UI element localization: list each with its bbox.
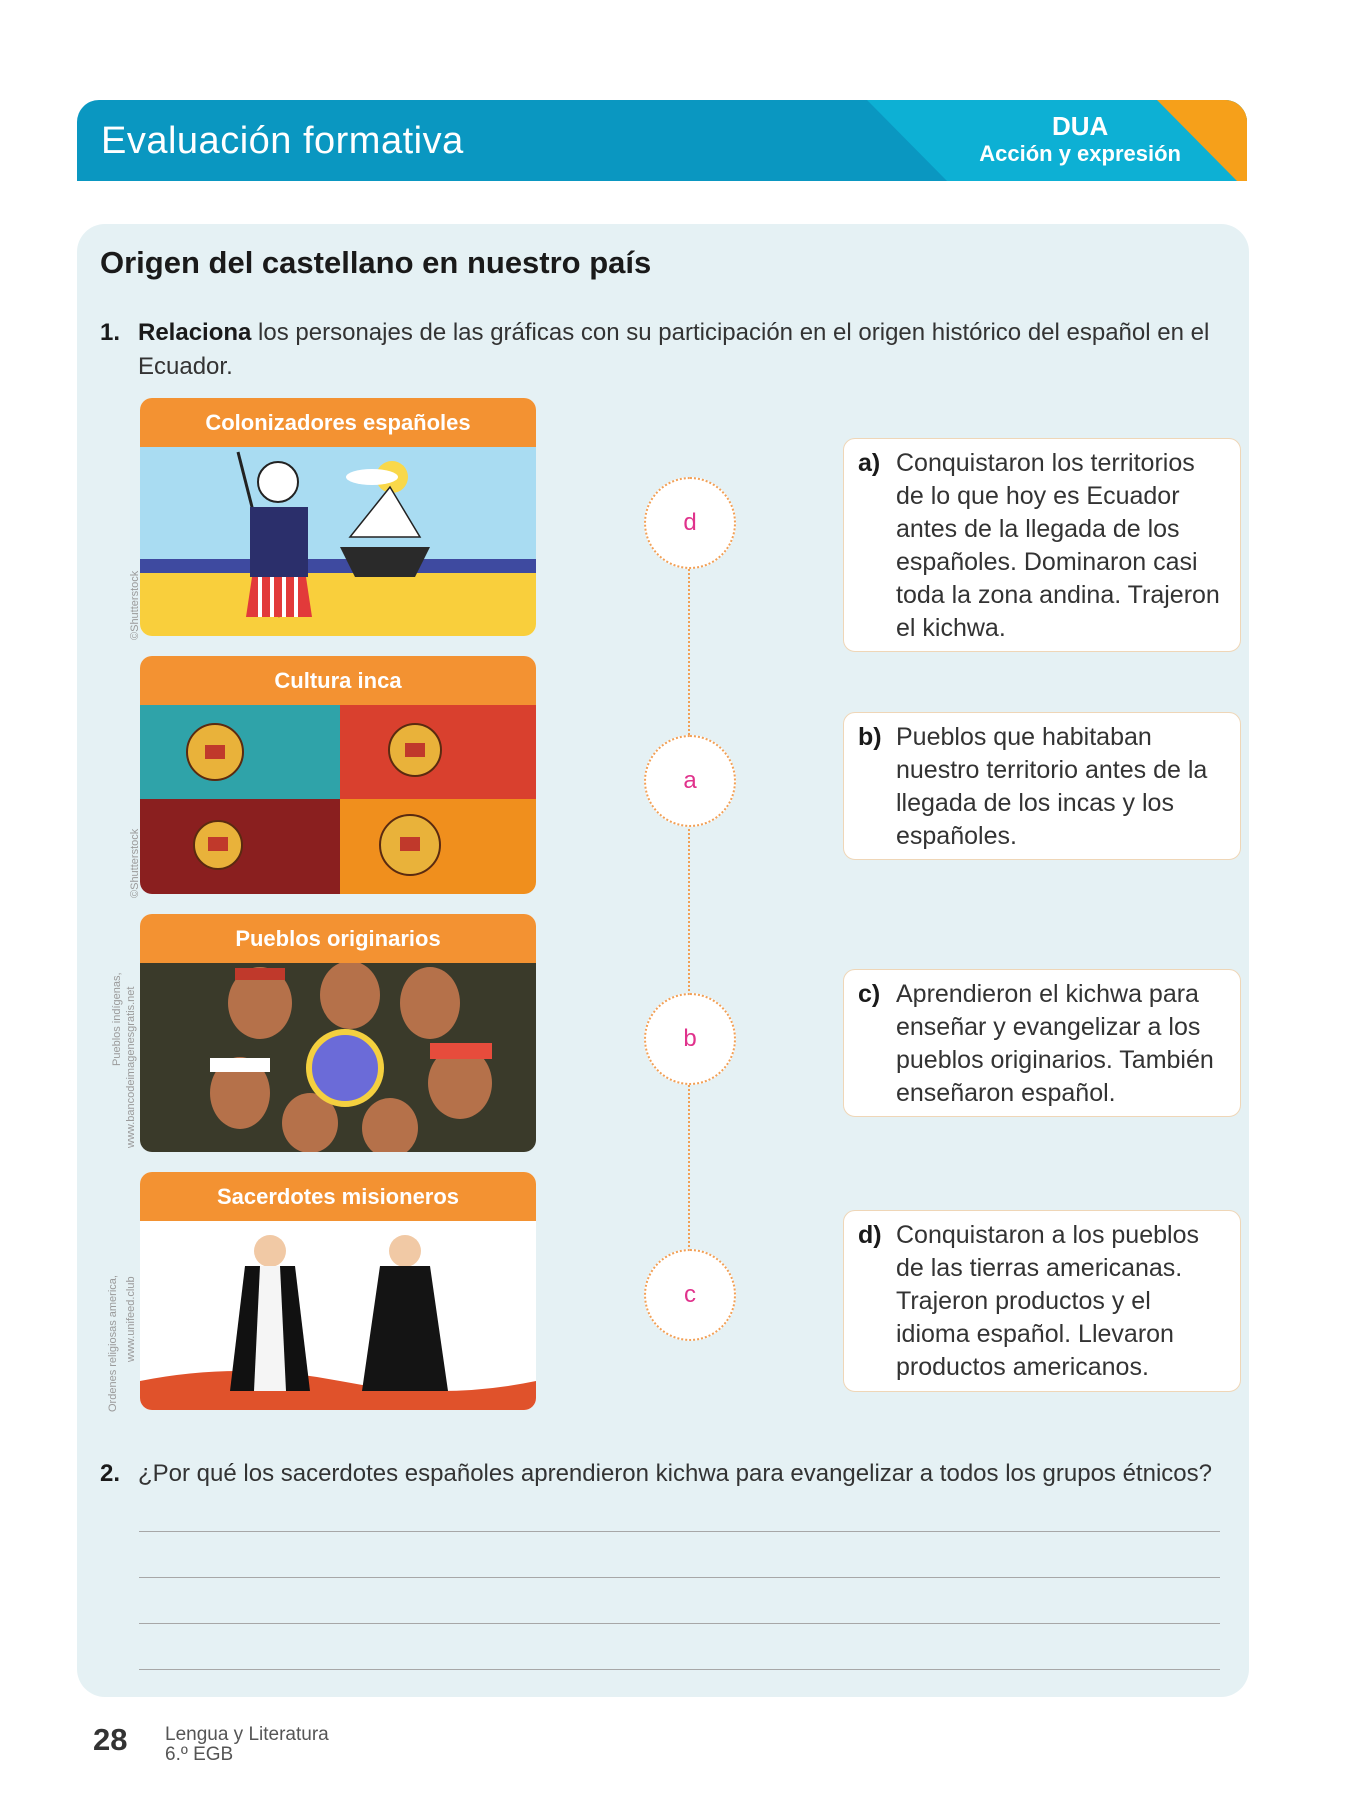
card-title: Sacerdotes misioneros — [140, 1172, 536, 1221]
answer-circle-2[interactable]: a — [644, 735, 736, 827]
card-sacerdotes-misioneros — [140, 1172, 536, 1410]
option-d — [843, 1210, 1241, 1392]
option-text: Conquistaron a los pueblos de las tierras americanas. Trajeron productos y el idioma español. Llevaron productos americanos. — [896, 1221, 1199, 1381]
option-text: Aprendieron el kichwa para enseñar y evangelizar a los pueblos originarios. También enseñaron español. — [896, 980, 1214, 1107]
grade-level: 6.º EGB — [165, 1744, 234, 1765]
question-2-number: 2. — [100, 1460, 121, 1487]
missionary-priests-illustration — [140, 1221, 536, 1410]
image-credit: ©Shutterstock — [129, 828, 141, 898]
answer-circle-4[interactable]: c — [644, 1249, 736, 1341]
option-text: Conquistaron los territorios de lo que hoy es Ecuador antes de la llegada de los españoles. Dominaron casi toda la zona andina. Trajeron el kichwa. — [896, 449, 1220, 642]
card-title: Cultura inca — [140, 656, 536, 705]
subject-name: Lengua y Literatura — [165, 1724, 329, 1745]
footer-subject — [165, 1725, 329, 1765]
indigenous-faces-illustration — [140, 963, 536, 1152]
conquistador-illustration — [140, 447, 536, 636]
option-letter: b) — [858, 723, 882, 751]
answer-line-3[interactable] — [139, 1623, 1220, 1624]
image-credit: Pueblos indígenas, — [111, 972, 123, 1066]
answer-line-2[interactable] — [139, 1577, 1220, 1578]
image-credit: ©Shutterstock — [129, 570, 141, 640]
page-heading: Evaluación formativa — [101, 120, 464, 162]
dua-sublabel: Acción y expresión — [979, 141, 1181, 166]
image-credit-url: www.bancodeimagenesgratis.net — [125, 986, 137, 1148]
header-banner — [77, 100, 1247, 181]
card-title: Pueblos originarios — [140, 914, 536, 963]
option-a — [843, 438, 1241, 652]
image-credit-url: www.unifeed.club — [125, 1276, 137, 1362]
option-letter: a) — [858, 449, 881, 477]
question-2-text: ¿Por qué los sacerdotes españoles aprendieron kichwa para evangelizar a todos los grupos étnicos? — [138, 1460, 1212, 1487]
question-1-text: los personajes de las gráficas con su participación en el origen histórico del español en el Ecuador. — [138, 319, 1210, 380]
option-letter: d) — [858, 1221, 882, 1249]
question-1-verb: Relaciona — [138, 319, 252, 346]
option-b — [843, 712, 1241, 860]
card-cultura-inca — [140, 656, 536, 894]
option-c — [843, 969, 1241, 1117]
dua-badge — [979, 112, 1181, 168]
section-title: Origen del castellano en nuestro país — [100, 245, 652, 280]
answer-circle-3[interactable]: b — [644, 993, 736, 1085]
dua-label: DUA — [1051, 111, 1109, 141]
answer-line-1[interactable] — [139, 1531, 1220, 1532]
card-pueblos-originarios — [140, 914, 536, 1152]
question-1 — [100, 316, 1240, 384]
question-1-number: 1. — [100, 319, 121, 346]
page-number: 28 — [93, 1722, 128, 1757]
option-letter: c) — [858, 980, 881, 1008]
answer-line-4[interactable] — [139, 1669, 1220, 1670]
card-title: Colonizadores españoles — [140, 398, 536, 447]
card-colonizadores — [140, 398, 536, 636]
question-2 — [100, 1457, 1240, 1491]
connector-line — [688, 565, 690, 1335]
answer-circle-1[interactable]: d — [644, 477, 736, 569]
option-text: Pueblos que habitaban nuestro territorio antes de la llegada de los incas y los españoles. — [896, 723, 1208, 850]
image-credit: Ordenes religiosas america, — [107, 1275, 119, 1412]
inca-masks-illustration — [140, 705, 536, 894]
